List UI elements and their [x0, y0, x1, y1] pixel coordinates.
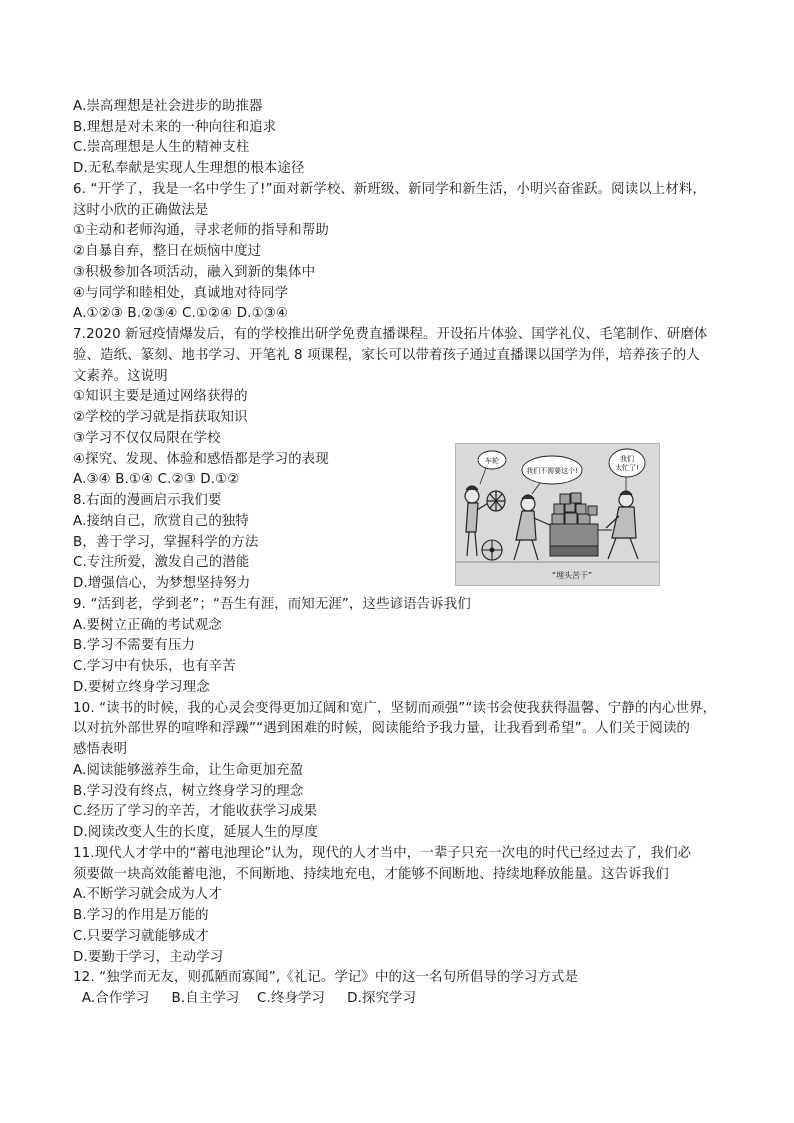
text-line: D.要勤于学习，主动学习 — [73, 950, 224, 965]
speech-bubble-left — [478, 451, 506, 484]
text-line: D.要树立终身学习理念 — [73, 680, 210, 695]
speech-bubble-right — [609, 449, 645, 490]
question-8-stem: 8.右面的漫画启示我们要 — [73, 493, 222, 508]
answer-options: A.③④ B.①④ C.②③ D.①② — [73, 472, 240, 487]
cartoon-drawing — [456, 444, 659, 585]
text-line: ④与同学和睦相处，真诚地对待同学 — [73, 286, 289, 301]
text-line: C.崇高理想是人生的精神支柱 — [73, 140, 250, 155]
answer-options: A.①②③ B.②③④ C.①②④ D.①③④ — [73, 306, 289, 321]
wheel-on-ground — [482, 540, 502, 560]
bubble-middle-text: 我们不需要这个! — [526, 467, 578, 475]
speech-bubble-middle — [522, 456, 582, 494]
text-line: ④探究、发现、体验和感悟都是学习的表现 — [73, 452, 329, 467]
cartoon-image — [455, 443, 660, 586]
text-line: 验、造纸、篆刻、地书学习、开笔礼 8 项课程，家长可以带着孩子通过直播课以国学为伴，培养孩子的人 — [73, 348, 700, 363]
question-9-stem: 9. “活到老，学到老”；“吾生有涯，而知无涯”，这些谚语告诉我们 — [73, 597, 471, 612]
text-line: C.专注所爱，激发自己的潜能 — [73, 555, 250, 570]
text-line: ①知识主要是通过网络获得的 — [73, 389, 248, 404]
caveman-pushing — [606, 491, 638, 559]
text-line: 以对抗外部世界的喧哗和浮躁”“遇到困难的时候，阅读能给予我力量，让我看到希望”。人们关于阅读的 — [73, 721, 691, 736]
text-line: A.阅读能够滋养生命，让生命更加充盈 — [73, 763, 304, 778]
text-line: A.崇高理想是社会进步的助推器 — [73, 99, 263, 114]
text-line: 须要做一块高效能蓄电池，不间断地、持续地充电，才能够不间断地、持续地释放能量。这告诉我们 — [73, 867, 669, 882]
question-10-stem: 10. “读书的时候，我的心灵会变得更加辽阔和宽广，坚韧而顽强”“读书会使我获得温馨、宁静的内心世界， — [73, 701, 717, 716]
text-line: B.学习没有终点，树立终身学习的理念 — [73, 784, 304, 799]
cartoon-caption: “埋头苦干” — [551, 571, 593, 580]
question-6-stem: 6. “开学了，我是一名中学生了!”面对新学校、新班级、新同学和新生活，小明兴奋雀跃。阅读以上材料， — [73, 182, 706, 197]
text-line: D.增强信心，为梦想坚持努力 — [73, 576, 251, 591]
text-line: B，善于学习，掌握科学的方法 — [73, 535, 259, 550]
text-line: ①主动和老师沟通，寻求老师的指导和帮助 — [73, 223, 329, 238]
text-line: ②学校的学习就是指获取知识 — [73, 410, 248, 425]
text-line: D.阅读改变人生的长度，延展人生的厚度 — [73, 825, 319, 840]
text-line: B.学习不需要有压力 — [73, 638, 196, 653]
question-7-stem: 7.2020 新冠疫情爆发后，有的学校推出研学免费直播课程。开设拓片体验、国学礼仪、毛笔制作、研磨体 — [73, 327, 708, 342]
cart-with-blocks — [550, 493, 612, 556]
caveman-pulling — [514, 495, 552, 560]
text-line: B.理想是对未来的一种向往和追求 — [73, 120, 277, 135]
text-line: ②自暴自弃，整日在烦恼中度过 — [73, 244, 262, 259]
bubble-left-text: 车轮 — [485, 457, 499, 465]
text-line: D.无私奉献是实现人生理想的根本途径 — [73, 161, 305, 176]
text-line: 文素养。这说明 — [73, 369, 168, 384]
text-line: B.学习的作用是万能的 — [73, 908, 209, 923]
text-line: C.只要学习就能够成才 — [73, 929, 209, 944]
answer-options: A.合作学习 B.自主学习 C.终身学习 D.探究学习 — [73, 991, 417, 1006]
text-line: C.学习中有快乐，也有辛苦 — [73, 659, 236, 674]
bubble-right-text-1: 我们 — [620, 455, 634, 463]
text-line: ③学习不仅仅局限在学校 — [73, 431, 221, 446]
text-line: 这时小欣的正确做法是 — [73, 203, 209, 218]
text-line: ③积极参加各项活动，融入到新的集体中 — [73, 265, 316, 280]
question-11-stem: 11.现代人才学中的“蓄电池理论”认为，现代的人才当中，一辈子只充一次电的时代已经过去了，我们必 — [73, 846, 692, 861]
text-line: A.要树立正确的考试观念 — [73, 618, 222, 633]
bubble-right-text-2: 太忙了! — [615, 464, 639, 472]
question-12-stem: 12. “独学而无友，则孤陋而寡闻”,《礼记。学记》中的这一名句所倡导的学习方式是 — [73, 970, 579, 985]
text-line: C.经历了学习的辛苦，才能收获学习成果 — [73, 804, 318, 819]
text-line: A.接纳自己，欣赏自己的独特 — [73, 514, 249, 529]
text-line: A.不断学习就会成为人才 — [73, 887, 222, 902]
text-line: 感悟表明 — [73, 742, 128, 757]
